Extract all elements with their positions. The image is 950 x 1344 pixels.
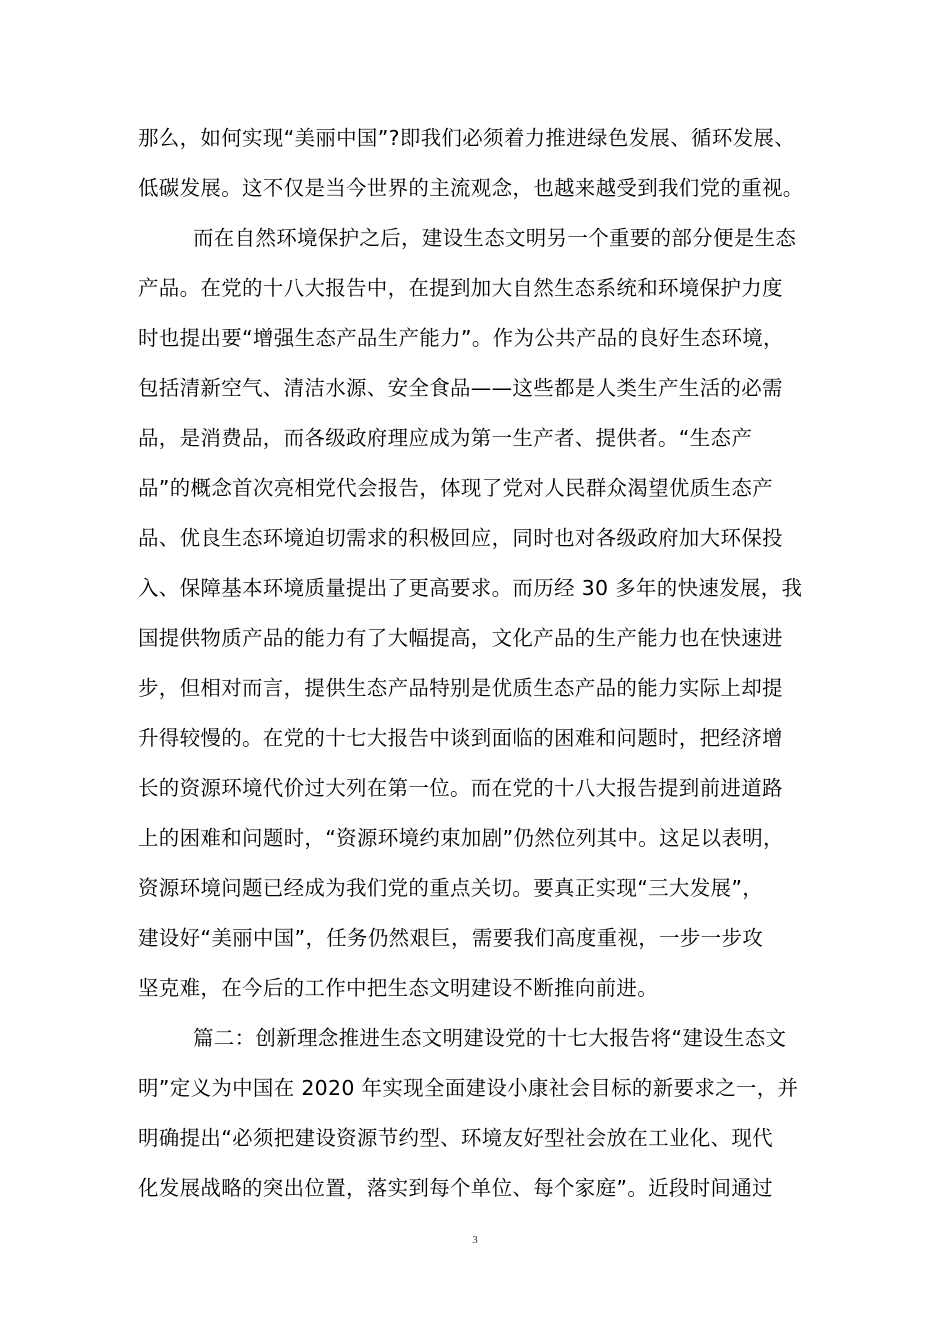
text-line: 产品。在党的十八大报告中，在提到加大自然生态系统和环境保护力度 xyxy=(138,276,783,300)
text-line: 国提供物质产品的能力有了大幅提高，文化产品的生产能力也在快速进 xyxy=(138,626,783,650)
text-line: 建设好“美丽中国”，任务仍然艰巨，需要我们高度重视，一步一步攻 xyxy=(138,926,764,950)
text-line: 资源环境问题已经成为我们党的重点关切。要真正实现“三大发展”， xyxy=(138,876,764,900)
text-line: 明”定义为中国在 2020 年实现全面建设小康社会目标的新要求之一，并 xyxy=(138,1076,799,1100)
text-line: 步，但相对而言，提供生态产品特别是优质生态产品的能力实际上却提 xyxy=(138,676,783,700)
paragraph-start-line: 篇二：创新理念推进生态文明建设党的十七大报告将“建设生态文 xyxy=(193,1026,787,1050)
text-line: 品，是消费品，而各级政府理应成为第一生产者、提供者。“生态产 xyxy=(138,426,753,450)
text-line: 明确提出“必须把建设资源节约型、环境友好型社会放在工业化、现代 xyxy=(138,1126,773,1150)
text-line: 包括清新空气、清洁水源、安全食品——这些都是人类生产生活的必需 xyxy=(138,376,783,400)
text-line: 品、优良生态环境迫切需求的积极回应，同时也对各级政府加大环保投 xyxy=(138,526,783,550)
paragraph-start-line: 而在自然环境保护之后，建设生态文明另一个重要的部分便是生态 xyxy=(193,226,797,250)
page-number: 3 xyxy=(472,1234,478,1246)
text-line: 入、保障基本环境质量提出了更高要求。而历经 30 多年的快速发展，我 xyxy=(138,576,803,600)
text-line: 长的资源环境代价过大列在第一位。而在党的十八大报告提到前进道路 xyxy=(138,776,783,800)
text-line: 品”的概念首次亮相党代会报告，体现了党对人民群众渴望优质生态产 xyxy=(138,476,773,500)
text-line: 低碳发展。这不仅是当今世界的主流观念，也越来越受到我们党的重视。 xyxy=(138,176,804,200)
text-line: 那么，如何实现“美丽中国”?即我们必须着力推进绿色发展、循环发展、 xyxy=(138,126,796,150)
text-line: 升得较慢的。在党的十七大报告中谈到面临的困难和问题时，把经济增 xyxy=(138,726,783,750)
text-line: 坚克难，在今后的工作中把生态文明建设不断推向前进。 xyxy=(138,976,658,1000)
text-line: 时也提出要“增强生态产品生产能力”。作为公共产品的良好生态环境， xyxy=(138,326,784,350)
text-line: 化发展战略的突出位置，落实到每个单位、每个家庭”。近段时间通过 xyxy=(138,1176,773,1200)
text-line: 上的困难和问题时，“资源环境约束加剧”仍然位列其中。这足以表明， xyxy=(138,826,784,850)
